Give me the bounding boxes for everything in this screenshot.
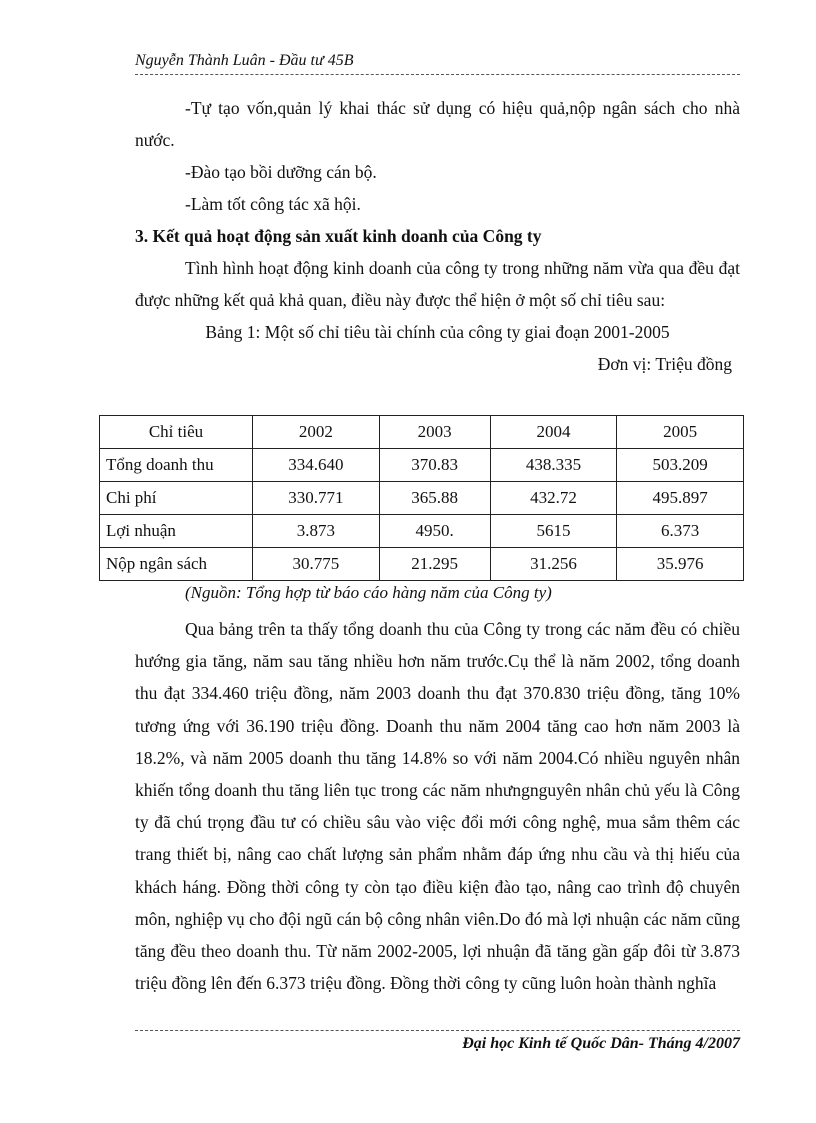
row-label: Lợi nhuận [100,515,253,548]
header-title: Nguyễn Thành Luân - Đầu tư 45B [135,52,354,69]
header-cell: 2003 [379,416,490,449]
table-cell: 330.771 [253,482,380,515]
table-cell: 21.295 [379,548,490,581]
table-cell: 370.83 [379,449,490,482]
table-cell: 35.976 [617,548,744,581]
table-row [100,449,744,482]
list-item-capital: -Tự tạo vốn,quản lý khai thác sử dụng có hiệu quả,nộp ngân sách cho nhà nước. [135,98,740,150]
table-row [100,515,744,548]
list-item-social: -Làm tốt công tác xã hội. [185,194,361,214]
header-cell: 2002 [253,416,380,449]
table-cell: 365.88 [379,482,490,515]
row-label: Nộp ngân sách [100,548,253,581]
table-header-row [100,416,744,449]
analysis-section [135,613,740,999]
row-label: Chi phí [100,482,253,515]
table-row [100,548,744,581]
table-unit: Đơn vị: Triệu đồng [597,354,732,374]
intro-section [135,92,740,380]
table-cell: 4950. [379,515,490,548]
financial-table [99,415,744,581]
page-footer [135,1030,740,1052]
table-cell: 30.775 [253,548,380,581]
page-header [135,50,740,75]
section-paragraph: Tình hình hoạt động kinh doanh của công ty trong những năm vừa qua đều đạt được những kết quả khả quan, điều này được thể hiện ở một số chỉ tiêu sau: [135,258,740,310]
table-source: (Nguồn: Tổng hợp từ báo cáo hàng năm của Công ty) [185,583,552,602]
header-cell: 2005 [617,416,744,449]
section-heading: 3. Kết quả hoạt động sản xuất kinh doanh của Công ty [135,226,542,246]
table-cell: 503.209 [617,449,744,482]
table-cell: 438.335 [490,449,617,482]
table-cell: 31.256 [490,548,617,581]
footer-text: Đại học Kinh tế Quốc Dân- Tháng 4/2007 [462,1035,740,1052]
row-label: Tổng doanh thu [100,449,253,482]
table-cell: 6.373 [617,515,744,548]
table-cell: 334.640 [253,449,380,482]
table-caption: Bảng 1: Một số chỉ tiêu tài chính của công ty giai đoạn 2001-2005 [205,322,670,342]
analysis-paragraph: Qua bảng trên ta thấy tổng doanh thu của Công ty trong các năm đều có chiều hướng gia tăng, năm sau tăng nhiều hơn năm trước.Cụ thể là năm 2002, tổng doanh thu đạt 334.460 triệu đồng, năm 2003 doanh thu đạt 370.830 triệu đồng, tăng 10% tương ứng với 36.190 triệu đồng. Doanh thu năm 2004 tăng cao hơn năm 2003 là 18.2%, và năm 2005 doanh thu tăng 14.8% so với năm 2004.Có nhiều nguyên nhân khiến tổng doanh thu tăng liên tục trong các năm nhưngnguyên nhân chủ yếu là Công ty đã chú trọng đầu tư có chiều sâu vào việc đổi mới công nghệ, mua sắm thêm các trang thiết bị, nâng cao chất lượng sản phẩm nhằm đáp ứng nhu cầu và thị hiếu của khách háng. Đồng thời công ty còn tạo điều kiện đào tạo, nâng cao trình độ chuyên môn, nghiệp vụ cho đội ngũ cán bộ công nhân viên.Do đó mà lợi nhuận các năm cũng tăng đều theo doanh thu. Từ năm 2002-2005, lợi nhuận đã tăng gần gấp đôi từ 3.873 triệu đồng lên đến 6.373 triệu đồng. Đồng thời công ty cũng luôn hoàn thành nghĩa [135,619,740,994]
table-cell: 3.873 [253,515,380,548]
table-cell: 432.72 [490,482,617,515]
table-cell: 5615 [490,515,617,548]
table-cell: 495.897 [617,482,744,515]
header-cell: 2004 [490,416,617,449]
header-cell: Chỉ tiêu [100,416,253,449]
table-row [100,482,744,515]
list-item-training: -Đào tạo bồi dưỡng cán bộ. [185,162,377,182]
